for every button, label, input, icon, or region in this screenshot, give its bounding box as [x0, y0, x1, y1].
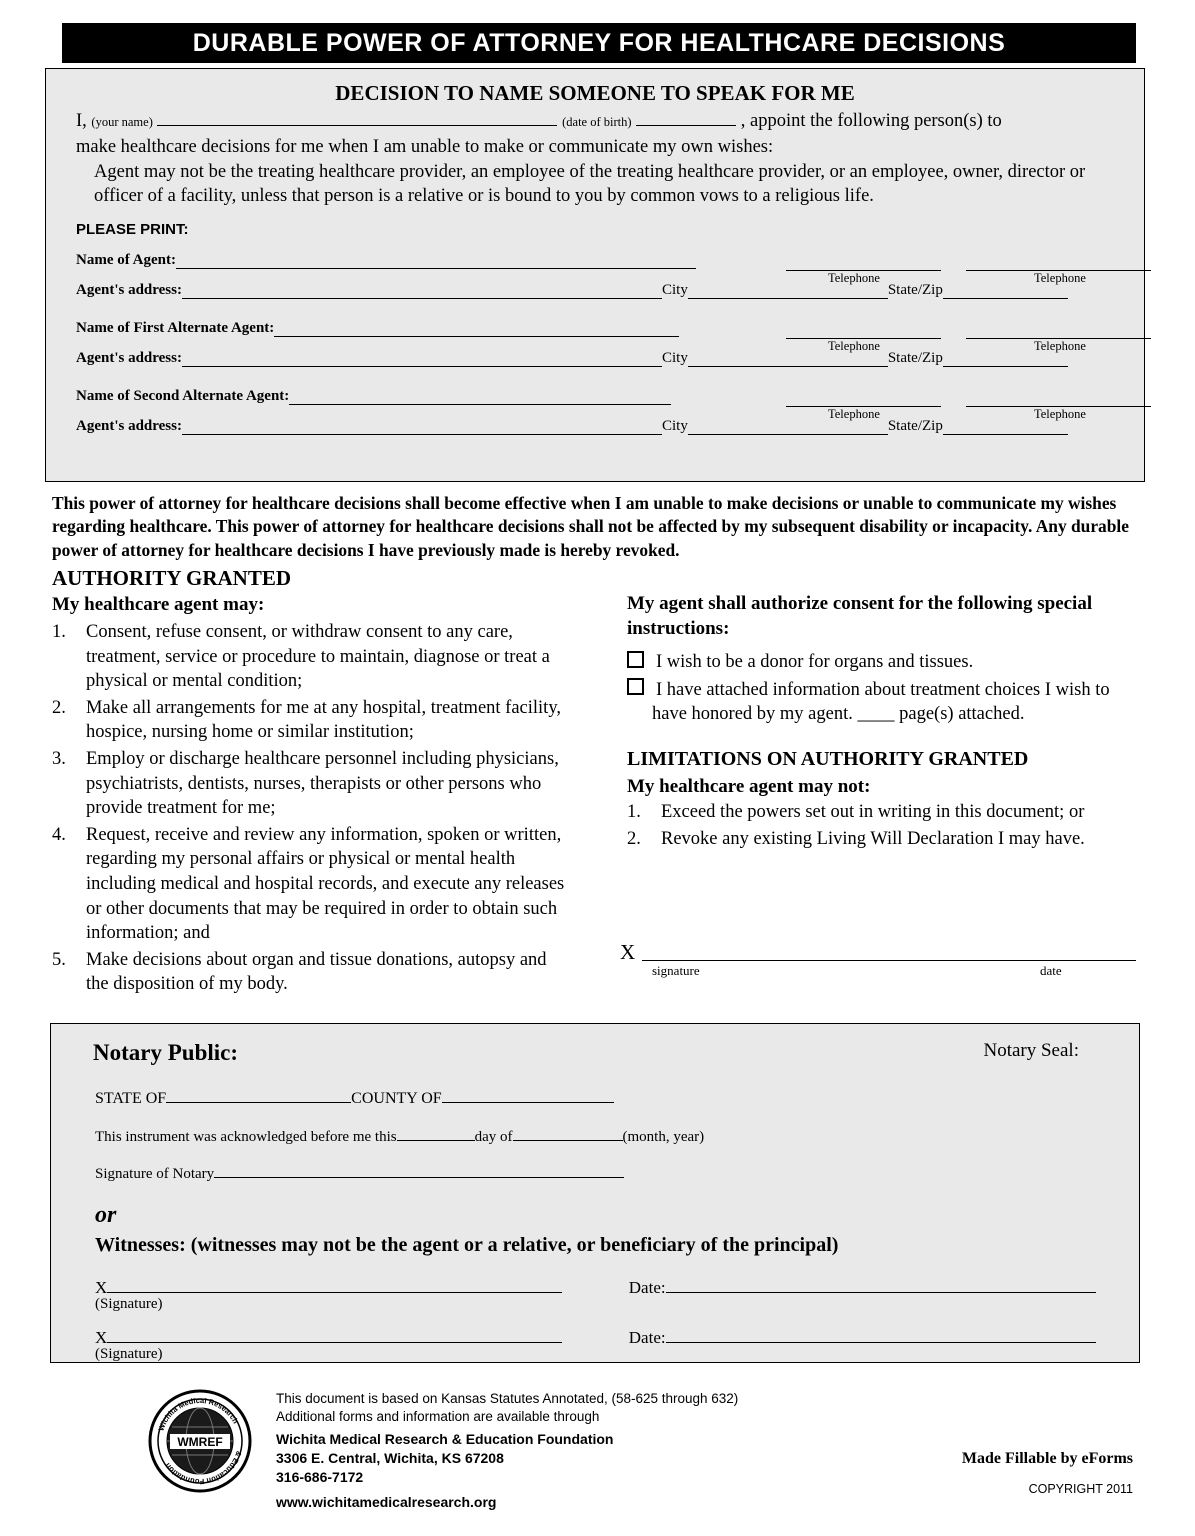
witness-2-signature-input[interactable]	[107, 1326, 562, 1343]
your-name-hint: (your name)	[91, 115, 153, 129]
list-item	[52, 948, 572, 997]
alt1-name-row	[46, 319, 1144, 353]
footer-phone: 316-686-7172	[276, 1469, 364, 1486]
alt2-address-input[interactable]	[182, 419, 662, 435]
witness-heading: Witnesses: (witnesses may not be the agent or a relative, or beneficiary of the principal)	[95, 1234, 839, 1256]
footer-line-1: This document is based on Kansas Statutes Annotated, (58-625 through 632)	[276, 1391, 739, 1406]
witness-1-x: X	[95, 1278, 108, 1297]
principal-date-caption: date	[1040, 963, 1062, 978]
witness-1-caption: (Signature)	[95, 1296, 163, 1312]
dob-input-line[interactable]	[636, 111, 736, 126]
notary-seal-label: Notary Seal:	[983, 1040, 1079, 1061]
alt1-city-label: City	[661, 349, 688, 366]
agent-block-primary	[46, 252, 1144, 308]
alt2-city-input[interactable]	[688, 419, 888, 435]
decision-section	[45, 68, 1145, 482]
principal-signature-caption: signature	[652, 963, 700, 978]
agent-statezip-label: State/Zip	[887, 281, 943, 298]
footer-website[interactable]: www.wichitamedicalresearch.org	[276, 1494, 497, 1511]
please-print-label: PLEASE PRINT:	[76, 220, 189, 238]
list-number: 1.	[627, 802, 641, 822]
treatment-choices-label: I have attached information about treatment choices I wish to have honored by my agent. ____ page(s) attached.	[652, 680, 1110, 725]
dob-hint: (date of birth)	[562, 115, 632, 129]
list-item	[627, 827, 1137, 852]
footer-address: 3306 E. Central, Wichita, KS 67208	[276, 1450, 504, 1467]
witness-row-1	[95, 1276, 1096, 1313]
alt1-address-row	[46, 350, 1144, 376]
svg-text:WMREF: WMREF	[177, 1435, 223, 1449]
list-item	[52, 747, 572, 821]
notary-title: Notary Public:	[93, 1040, 239, 1065]
list-text: Make decisions about organ and tissue donations, autopsy and the disposition of my body.	[86, 949, 547, 995]
alt2-address-row	[46, 418, 1144, 444]
special-instruction-row-2	[627, 678, 1137, 726]
alt2-name-row	[46, 387, 1144, 421]
alt1-city-input[interactable]	[688, 351, 888, 367]
agent-telephone-1-label: Telephone	[828, 270, 880, 285]
notary-section	[50, 1023, 1140, 1363]
decision-section-heading: DECISION TO NAME SOMEONE TO SPEAK FOR ME	[335, 81, 855, 105]
witness-1-signature-input[interactable]	[107, 1276, 562, 1293]
agent-statezip-input[interactable]	[943, 283, 1068, 299]
copyright-notice: COPYRIGHT 2011	[1028, 1482, 1133, 1496]
notary-state-row	[95, 1086, 614, 1108]
list-text: Employ or discharge healthcare personnel including physicians, psychiatrists, dentists, nurses, therapists or other persons who provide treatment for me;	[86, 748, 559, 819]
notary-acknowledged-row	[95, 1124, 704, 1146]
agent-name-row	[46, 251, 1144, 285]
alt1-statezip-input[interactable]	[943, 351, 1068, 367]
alt2-name-label: Name of Second Alternate Agent:	[76, 387, 290, 404]
name-input-line[interactable]	[157, 111, 557, 126]
document-title-bar	[62, 23, 1136, 63]
list-item	[52, 823, 572, 946]
footer-info	[276, 1390, 738, 1512]
footer-organization: Wichita Medical Research & Education Foundation	[276, 1431, 614, 1448]
agent-name-input[interactable]	[176, 253, 696, 269]
limitations-list	[627, 800, 1137, 853]
list-text: Revoke any existing Living Will Declaration I may have.	[661, 828, 1085, 849]
agent-name-label: Name of Agent:	[76, 251, 176, 268]
page-title: DURABLE POWER OF ATTORNEY FOR HEALTHCARE DECISIONS	[192, 28, 1006, 57]
agent-city-label: City	[661, 281, 688, 298]
witness-1-date-input[interactable]	[666, 1276, 1096, 1293]
authority-granted-subheading: My healthcare agent may:	[52, 594, 265, 615]
witness-2-caption: (Signature)	[95, 1346, 163, 1362]
list-number: 2.	[627, 828, 641, 849]
county-of-input[interactable]	[442, 1086, 614, 1103]
agent-address-row	[46, 282, 1144, 308]
decision-intro	[46, 110, 1144, 159]
agent-address-input[interactable]	[182, 283, 662, 299]
agent-address-label: Agent's address:	[76, 281, 182, 298]
list-number: 3.	[52, 748, 66, 769]
acknowledged-day-input[interactable]	[397, 1124, 475, 1141]
agent-block-first-alternate	[46, 320, 1144, 376]
alt1-name-label: Name of First Alternate Agent:	[76, 319, 275, 336]
county-of-label: COUNTY OF	[351, 1090, 442, 1107]
limitations-subheading: My healthcare agent may not:	[627, 776, 871, 797]
svg-text:& Education Foundation: & Education Foundation	[163, 1449, 244, 1487]
alt1-address-input[interactable]	[182, 351, 662, 367]
alt1-name-input[interactable]	[274, 321, 679, 337]
witness-2-date-input[interactable]	[666, 1326, 1096, 1343]
witness-2-date-label: Date:	[628, 1328, 666, 1347]
signature-of-notary-input[interactable]	[214, 1161, 624, 1178]
list-text: Make all arrangements for me at any hospital, treatment facility, hospice, nursing home or similar institution;	[86, 697, 561, 743]
agent-restriction-text: Agent may not be the treating healthcare provider, an employee of the treating healthcare provider, or an employee, owner, director or officer of a facility, unless that person is a relative or is bound to you by common vows to a religious life.	[94, 162, 1086, 207]
list-text: Request, receive and review any information, spoken or written, regarding my personal affairs or physical or mental health including medical and hospital records, and execute any releases or other documents that may be required in order to obtain such information; and	[86, 824, 565, 944]
list-item	[52, 696, 572, 745]
list-item	[627, 800, 1137, 825]
list-number: 4.	[52, 824, 66, 845]
month-year-label: (month, year)	[622, 1129, 705, 1145]
alt2-address-label: Agent's address:	[76, 417, 182, 434]
signature-of-notary-label: Signature of Notary	[95, 1166, 215, 1182]
treatment-choices-checkbox[interactable]	[627, 678, 644, 695]
alt2-telephone-2-label: Telephone	[1034, 406, 1086, 421]
list-text: Exceed the powers set out in writing in this document; or	[661, 802, 1085, 822]
witness-2-x: X	[95, 1328, 108, 1347]
footer-line-2: Additional forms and information are available through	[276, 1409, 600, 1425]
list-item	[52, 620, 572, 694]
effective-paragraph: This power of attorney for healthcare decisions shall become effective when I am unable to make decisions or unable to communicate my wishes regarding healthcare. This power of attorney for healthcare decisions shall not be affected by my subsequent disability or incapacity. Any durable power of attorney for healthcare decisions I have previously made is hereby revoked.	[52, 493, 1129, 560]
agent-city-input[interactable]	[688, 283, 888, 299]
alt2-telephone-1-label: Telephone	[828, 406, 880, 421]
alt1-statezip-label: State/Zip	[887, 349, 943, 366]
notary-signature-row	[95, 1161, 624, 1183]
acknowledged-month-input[interactable]	[513, 1124, 623, 1141]
list-number: 1.	[52, 622, 66, 642]
made-fillable-by: Made Fillable by eForms	[961, 1450, 1133, 1467]
acknowledged-label: This instrument was acknowledged before me this	[95, 1129, 397, 1145]
or-separator: or	[95, 1202, 117, 1228]
witness-1-date-label: Date:	[628, 1278, 666, 1297]
special-instructions-heading: My agent shall authorize consent for the following special instructions:	[627, 593, 1093, 639]
alt1-address-label: Agent's address:	[76, 349, 182, 366]
special-instruction-row-1	[627, 650, 1137, 674]
day-of-label: day of	[474, 1129, 513, 1145]
agent-telephone-2-label: Telephone	[1034, 270, 1086, 285]
alt1-telephone-2-label: Telephone	[1034, 338, 1086, 353]
organ-donor-label: I wish to be a donor for organs and tissues.	[656, 652, 974, 672]
state-of-label: STATE OF	[95, 1090, 167, 1107]
list-number: 5.	[52, 949, 66, 970]
authority-granted-heading: AUTHORITY GRANTED	[52, 566, 291, 590]
list-number: 2.	[52, 697, 66, 718]
alt1-telephone-1-label: Telephone	[828, 338, 880, 353]
organ-donor-checkbox[interactable]	[627, 651, 644, 668]
principal-signature-input[interactable]	[642, 960, 1136, 961]
state-of-input[interactable]	[166, 1086, 351, 1103]
wmref-logo-icon	[148, 1389, 252, 1493]
limitations-heading: LIMITATIONS ON AUTHORITY GRANTED	[627, 748, 1029, 770]
list-text: Consent, refuse consent, or withdraw consent to any care, treatment, service or procedure to maintain, diagnose or treat a physical or mental condition;	[86, 622, 550, 692]
alt2-name-input[interactable]	[289, 389, 671, 405]
alt2-city-label: City	[661, 417, 688, 434]
i-label: I,	[76, 111, 87, 131]
authority-list	[52, 620, 572, 999]
witness-row-2	[95, 1326, 1096, 1363]
decision-intro-line2: make healthcare decisions for me when I am unable to make or communicate my own wishes:	[76, 136, 774, 157]
principal-signature-x: X	[620, 940, 636, 964]
alt2-statezip-input[interactable]	[943, 419, 1068, 435]
agent-block-second-alternate	[46, 388, 1144, 444]
appoint-text: , appoint the following person(s) to	[740, 111, 1002, 131]
alt2-statezip-label: State/Zip	[887, 417, 943, 434]
svg-text:Wichita Medical Research: Wichita Medical Research	[156, 1395, 241, 1433]
